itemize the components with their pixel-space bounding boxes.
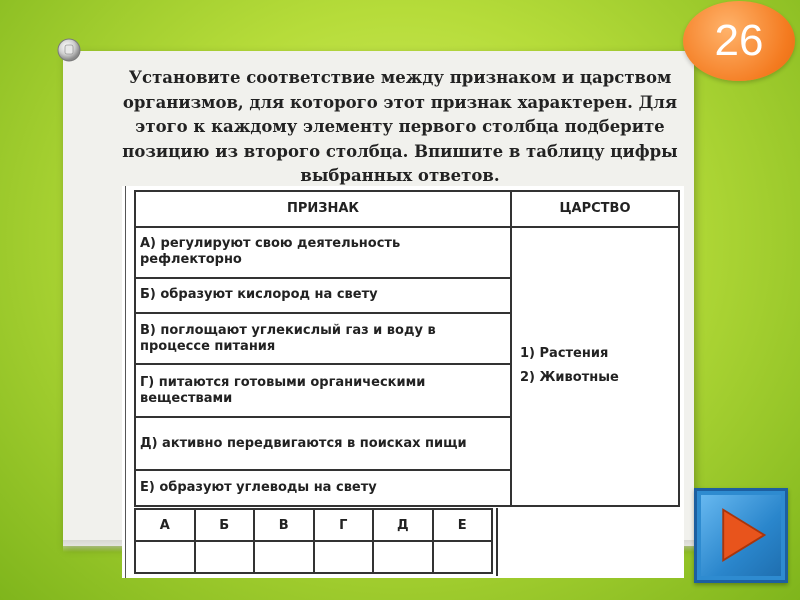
matching-table (134, 190, 680, 507)
feature-e: Е) образуют углеводы на свету (135, 470, 511, 506)
next-slide-button[interactable] (694, 488, 788, 583)
answer-cell-v[interactable] (254, 541, 314, 573)
answer-cell-g[interactable] (314, 541, 374, 573)
answer-cell-a[interactable] (135, 541, 195, 573)
answer-table (134, 508, 493, 574)
feature-a: А) регулируют свою деятельность рефлекторно (135, 227, 511, 278)
feature-g: Г) питаются готовыми органическими веществами (135, 364, 511, 417)
push-pin-icon (55, 36, 83, 64)
answer-letter: Г (314, 509, 374, 541)
answer-cell-d[interactable] (373, 541, 433, 573)
table-divider (496, 508, 498, 576)
feature-d: Д) активно передвигаются в поисках пищи (135, 417, 511, 470)
table-header-row (135, 191, 679, 227)
kingdom-list (511, 227, 679, 506)
play-arrow-icon (697, 491, 785, 580)
answer-cell-e[interactable] (433, 541, 493, 573)
kingdom-plants: 1) Растения (520, 346, 609, 362)
header-feature: ПРИЗНАК (135, 191, 511, 227)
kingdom-animals: 2) Животные (520, 370, 619, 386)
answer-values-row (135, 541, 492, 573)
table-row (135, 227, 679, 278)
task-border (125, 186, 126, 578)
header-kingdom: ЦАРСТВО (511, 191, 679, 227)
answer-cell-b[interactable] (195, 541, 255, 573)
answer-letters-row (135, 509, 492, 541)
answer-letter: Е (433, 509, 493, 541)
answer-letter: Б (195, 509, 255, 541)
question-number: 26 (714, 16, 764, 65)
question-number-badge (683, 1, 795, 81)
question-text: Установите соответствие между признаком и царством организмов, для которого этот признак характерен. Для этого к каждому элементу первого столбца подберите позицию из второго столбца. Впишите в таблицу цифры выбранных ответов. (122, 68, 678, 185)
feature-v: В) поглощают углекислый газ и воду в процессе питания (135, 313, 511, 364)
feature-b: Б) образуют кислород на свету (135, 278, 511, 314)
answer-letter: В (254, 509, 314, 541)
answer-letter: Д (373, 509, 433, 541)
answer-letter: А (135, 509, 195, 541)
